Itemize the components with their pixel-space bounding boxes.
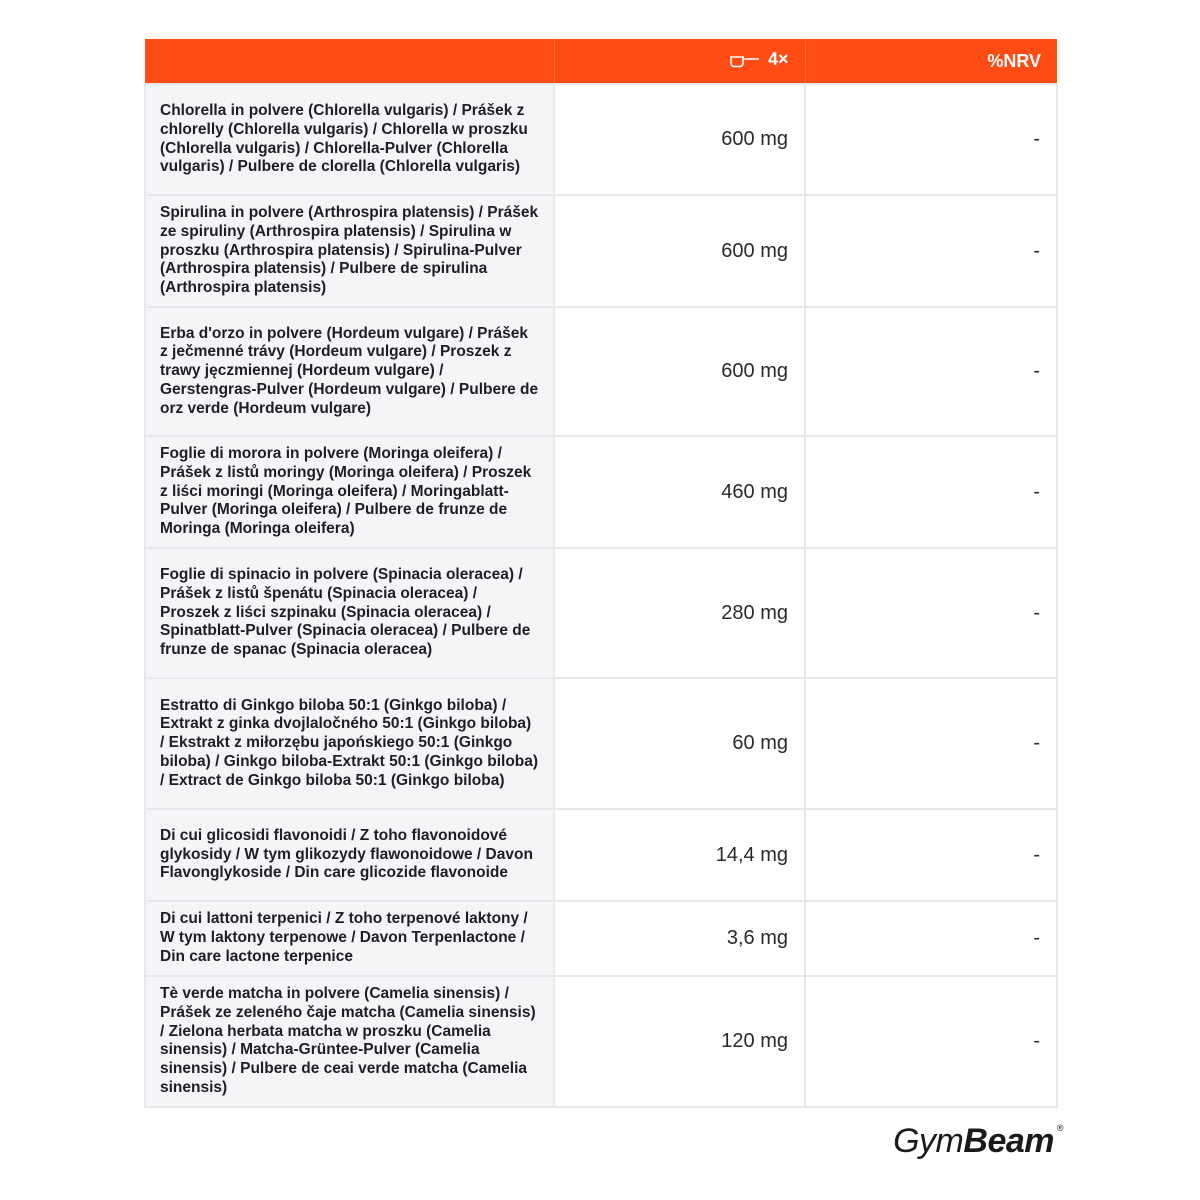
- table-row: [145, 901, 1057, 976]
- table-row: [145, 307, 1057, 436]
- nutrition-table: [144, 39, 1058, 1108]
- amount-cell: 460 mg: [554, 436, 805, 548]
- amount-cell: 120 mg: [554, 976, 805, 1107]
- scoop-icon: [730, 52, 760, 66]
- nrv-cell: -: [805, 307, 1057, 436]
- logo-beam-text: Beam: [963, 1122, 1054, 1160]
- table-row: [145, 678, 1057, 809]
- table-row: [145, 809, 1057, 901]
- ingredient-cell: Di cui lattoni terpenici / Z toho terpenové laktony / W tym laktony terpenowe / Davon Terpenlactone / Din care lactone terpenice: [145, 901, 554, 976]
- nrv-cell: -: [805, 976, 1057, 1107]
- gymbeam-logo: [893, 1122, 1063, 1160]
- header-row: [145, 39, 1057, 84]
- ingredient-cell: Di cui glicosidi flavonoidi / Z toho flavonoidové glykosidy / W tym glikozydy flawonoidowe / Davon Flavonglykoside / Din care glicozide flavonoide: [145, 809, 554, 901]
- table-row: [145, 195, 1057, 307]
- nrv-cell: -: [805, 84, 1057, 195]
- registered-mark: ®: [1056, 1123, 1063, 1133]
- header-nrv: %NRV: [805, 39, 1057, 84]
- amount-cell: 14,4 mg: [554, 809, 805, 901]
- header-serving: [554, 39, 805, 84]
- amount-cell: 280 mg: [554, 548, 805, 678]
- serving-label: 4×: [767, 48, 789, 69]
- nrv-cell: -: [805, 195, 1057, 307]
- ingredient-cell: Foglie di morora in polvere (Moringa oleifera) / Prášek z listů moringy (Moringa oleifera) / Proszek z liści moringi (Moringa oleifera) / Moringablatt-Pulver (Moringa oleifera) / Pulbere de frunze de Moringa (Moringa oleifera): [145, 436, 554, 548]
- nrv-cell: -: [805, 436, 1057, 548]
- nrv-cell: -: [805, 548, 1057, 678]
- table-row: [145, 976, 1057, 1107]
- nrv-cell: -: [805, 901, 1057, 976]
- table-row: [145, 436, 1057, 548]
- header-ingredient: [145, 39, 554, 84]
- amount-cell: 3,6 mg: [554, 901, 805, 976]
- ingredient-cell: Erba d'orzo in polvere (Hordeum vulgare) / Prášek z ječmenné trávy (Hordeum vulgare) / Proszek z trawy jęczmiennej (Hordeum vulgare) / Gerstengras-Pulver (Hordeum vulgare) / Pulbere de orz verde (Hordeum vulgare): [145, 307, 554, 436]
- amount-cell: 600 mg: [554, 307, 805, 436]
- amount-cell: 60 mg: [554, 678, 805, 809]
- ingredient-cell: Foglie di spinacio in polvere (Spinacia oleracea) / Prášek z listů špenátu (Spinacia oleracea) / Proszek z liści szpinaku (Spinacia oleracea) / Spinatblatt-Pulver (Spinacia oleracea) / Pulbere de frunze de spanac (Spinacia oleracea): [145, 548, 554, 678]
- amount-cell: 600 mg: [554, 195, 805, 307]
- table-header: [145, 39, 1057, 84]
- logo-gym-text: Gym: [893, 1122, 964, 1160]
- table-row: [145, 84, 1057, 195]
- table-body: [145, 84, 1057, 1107]
- amount-cell: 600 mg: [554, 84, 805, 195]
- ingredient-cell: Spirulina in polvere (Arthrospira platensis) / Prášek ze spiruliny (Arthrospira platensis) / Spirulina w proszku (Arthrospira platensis) / Spirulina-Pulver (Arthrospira platensis) / Pulbere de spirulina (Arthrospira platensis): [145, 195, 554, 307]
- ingredient-cell: Tè verde matcha in polvere (Camelia sinensis) / Prášek ze zeleného čaje matcha (Camelia sinensis) / Zielona herbata matcha w proszku (Camelia sinensis) / Matcha-Grüntee-Pulver (Camelia sinensis) / Pulbere de ceai verde matcha (Camelia sinensis): [145, 976, 554, 1107]
- table-row: [145, 548, 1057, 678]
- ingredient-cell: Estratto di Ginkgo biloba 50:1 (Ginkgo biloba) / Extrakt z ginka dvojlaločného 50:1 (Ginkgo biloba) / Ekstrakt z miłorzębu japońskiego 50:1 (Ginkgo biloba) / Ginkgo biloba-Extrakt 50:1 (Ginkgo biloba) / Extract de Ginkgo biloba 50:1 (Ginkgo biloba): [145, 678, 554, 809]
- nrv-cell: -: [805, 809, 1057, 901]
- nrv-cell: -: [805, 678, 1057, 809]
- ingredient-cell: Chlorella in polvere (Chlorella vulgaris) / Prášek z chlorelly (Chlorella vulgaris) / Chlorella w proszku (Chlorella vulgaris) / Chlorella-Pulver (Chlorella vulgaris) / Pulbere de clorella (Chlorella vulgaris): [145, 84, 554, 195]
